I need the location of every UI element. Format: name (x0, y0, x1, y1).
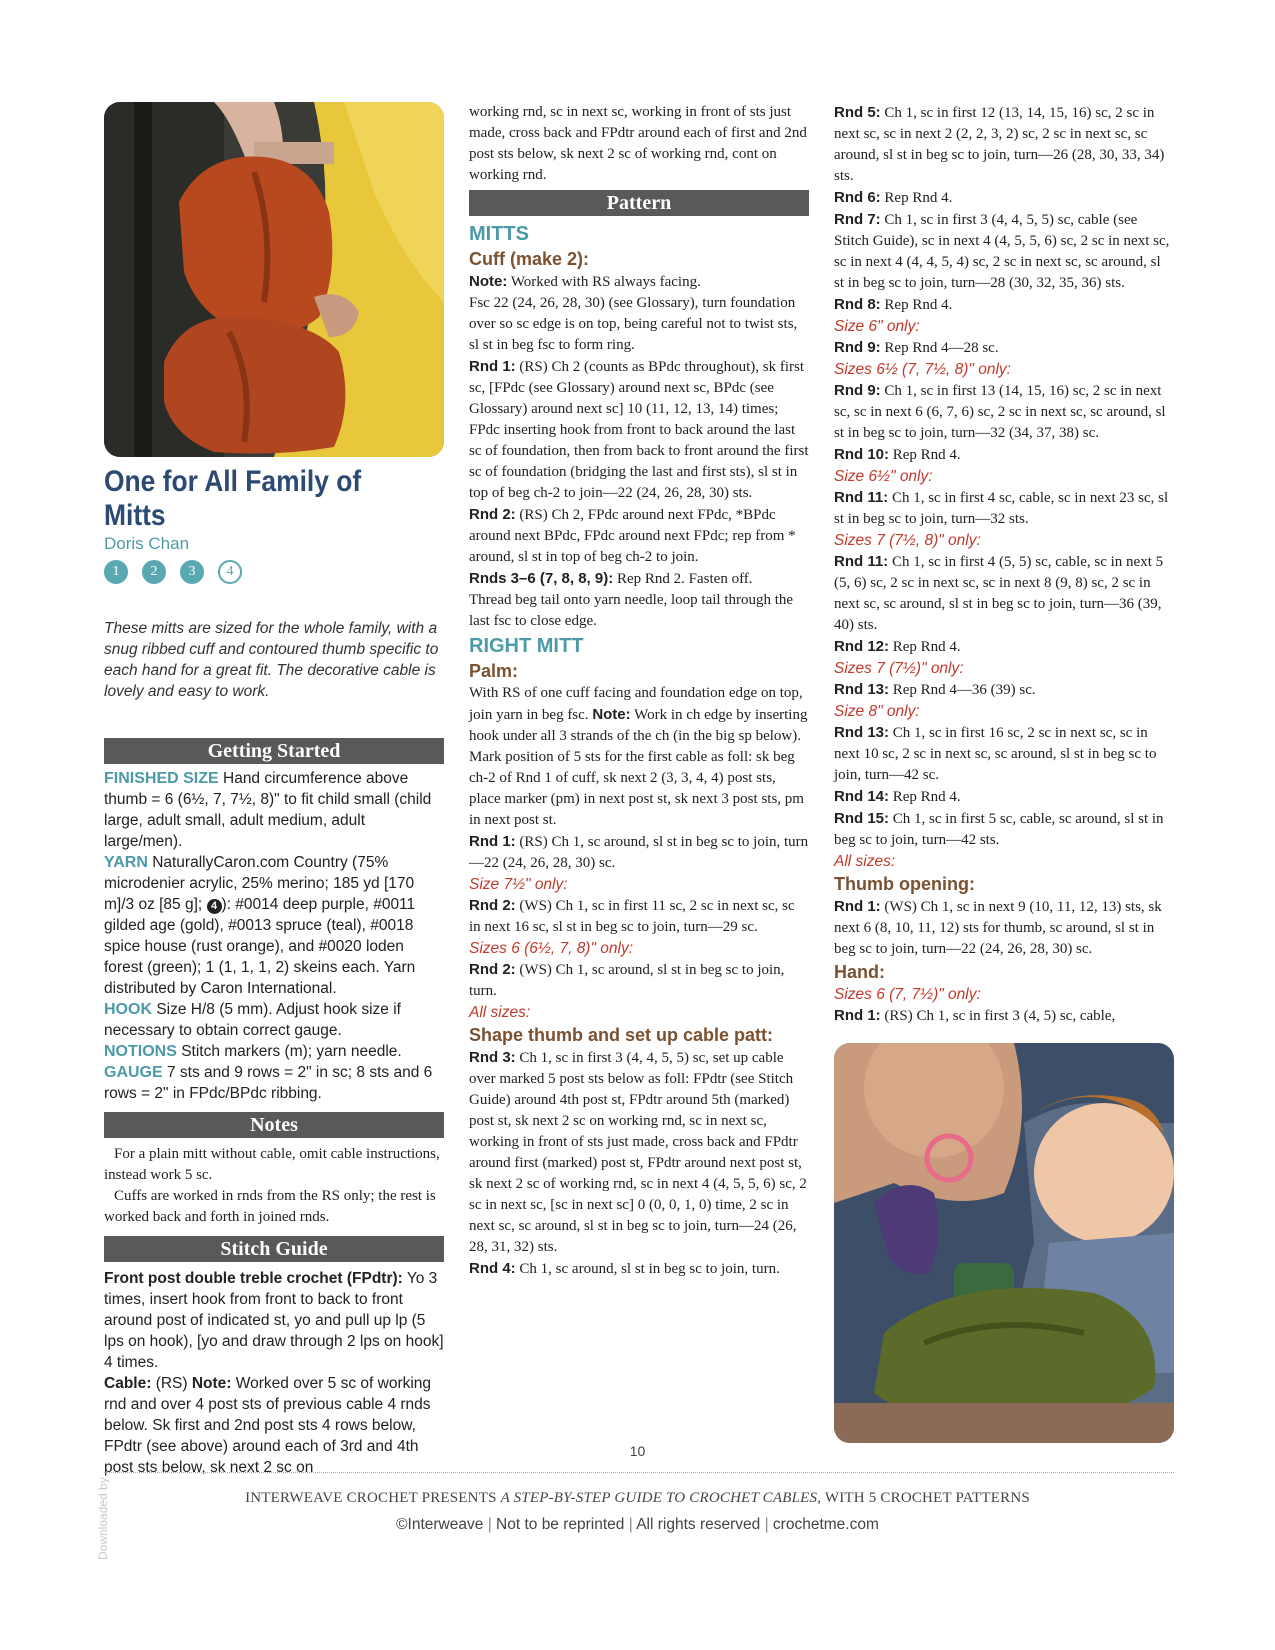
notes-heading: Notes (104, 1112, 444, 1138)
pattern-title: One for All Family of Mitts (104, 465, 362, 532)
cuff-thread: Thread beg tail onto yarn needle, loop tail through the last fsc to close edge. (469, 592, 794, 629)
palm-rnd2b: (WS) Ch 1, sc around, sl st in beg sc to join, turn. (469, 962, 785, 999)
footer-rights-line (0, 1516, 1275, 1534)
yarn-weight-icon: 4 (207, 899, 222, 914)
sizes-6-5-only-note: Sizes 6½ (7, 7½, 8)" only: (834, 361, 1011, 378)
rnd13b: Ch 1, sc in first 16 sc, 2 sc in next sc, sc in next 10 sc, 2 sc in next sc, sc around, sl st in beg sc to join, turn—42 sc. (834, 725, 1157, 783)
rnd7: Ch 1, sc in first 3 (4, 4, 5, 5) sc, cable (see Stitch Guide), sc in next 4 (4, 5, 5, 6) sc, 2 sc in next sc, sc in next 4 (4, 4, 5, 4) sc, 2 sc in next sc, sc around, sl st in beg sc to join, turn—28 (30, 32, 35, 36) sts. (834, 212, 1170, 291)
rnd4-label: Rnd 4: (469, 1260, 516, 1277)
footer-separator: | (628, 1516, 633, 1533)
palm-rnd2a-label: Rnd 2: (469, 897, 516, 914)
palm-heading: Palm: (469, 661, 519, 681)
palm-rnd1: (RS) Ch 1, sc around, sl st in beg sc to join, turn—22 (24, 26, 28, 30) sc. (469, 834, 809, 871)
rnd6-label: Rnd 6: (834, 189, 881, 206)
cuff-rnd1-label: Rnd 1: (469, 358, 516, 375)
rnd10-label: Rnd 10: (834, 446, 890, 463)
right-column (834, 102, 1174, 1443)
rnd12: Rep Rnd 4. (892, 639, 961, 655)
gauge-text: 7 sts and 9 rows = 2" in sc; 8 sts and 6 rows = 2" in FPdc/BPdc ribbing. (104, 1064, 433, 1102)
size-6-5-only-note: Size 6½" only: (834, 468, 933, 485)
rnd3: Ch 1, sc in first 3 (4, 4, 5, 5) sc, set up cable over marked 5 post sts below as foll: FPdtr (see Stitch Guide) around 4th post st, FPdtr around 5th (marked) post st, sk next 2 sc on working rnd, sc in next sc, working in front of sts just made, cross back and FPdtr around first (marked) post st, FPdtr around next post st, sk next 2 sc of working rnd, sc in next 4 (4, 5, 5, 6) sc, 2 sc in next sc, [sc in next sc] 0 (0, 0, 1, 0) time, 2 sc in next sc, sc around, sl st in beg sc to join, turn—24 (26, 28, 31, 32) sts. (469, 1050, 807, 1255)
all-sizes-note-2: All sizes: (834, 853, 896, 870)
rnd10: Rep Rnd 4. (892, 447, 961, 463)
footer-not-reprinted: Not to be reprinted (496, 1516, 625, 1533)
fpdtr-label: Front post double treble crochet (FPdtr): (104, 1270, 403, 1287)
cuff-rnds3-6-label: Rnds 3–6 (7, 8, 8, 9): (469, 570, 614, 587)
footer-book-title: A STEP-BY-STEP GUIDE TO CROCHET CABLES, (500, 1490, 822, 1506)
skill-levels (104, 560, 444, 588)
skill-level-3-badge: 3 (180, 560, 204, 584)
gauge-label: GAUGE (104, 1064, 163, 1081)
finished-size-label: FINISHED SIZE (104, 770, 219, 787)
rnd11b: Ch 1, sc in first 4 (5, 5) sc, cable, sc in next 5 (5, 6) sc, 2 sc in next sc, sc in next 8 (9, 8) sc, 2 sc in next sc, sc around, sl st in beg sc to join, turn—36 (39, 40) sts. (834, 554, 1164, 633)
rnd8-label: Rnd 8: (834, 296, 881, 313)
yarn-block (104, 852, 444, 999)
rnd12-label: Rnd 12: (834, 638, 890, 655)
footer-subtitle: WITH 5 CROCHET PATTERNS (824, 1490, 1030, 1506)
rnd4: Ch 1, sc around, sl st in beg sc to join, turn. (519, 1261, 780, 1277)
skill-level-2-badge: 2 (142, 560, 166, 584)
notions-block (104, 1041, 444, 1062)
rnd13a: Rep Rnd 4—36 (39) sc. (892, 682, 1036, 698)
yarn-text-cont: ): #0014 deep purple, #0011 gilded age (gold), #0013 spruce (teal), #0018 spice house (rust orange), and #0020 loden forest (green); 1 (1, 1, 1, 2) skeins each. Yarn distributed by Caron International. (104, 896, 416, 997)
palm-rnd2b-label: Rnd 2: (469, 961, 516, 978)
getting-started-heading: Getting Started (104, 738, 444, 764)
rnd9b: Ch 1, sc in first 13 (14, 15, 16) sc, 2 sc in next sc, sc in next 6 (6, 7, 6) sc, 2 sc in next sc, sc around, sl st in beg sc to join, turn—32 (34, 37, 38) sc. (834, 383, 1166, 441)
hook-label: HOOK (104, 1001, 152, 1018)
rnd11a-label: Rnd 11: (834, 489, 889, 506)
cable-definition (104, 1373, 444, 1478)
rnd7-label: Rnd 7: (834, 211, 881, 228)
hand-rnd1-label: Rnd 1: (834, 1007, 881, 1024)
cable-label: Cable: (104, 1375, 152, 1392)
rnd14: Rep Rnd 4. (892, 789, 961, 805)
rnd14-label: Rnd 14: (834, 788, 890, 805)
size-6-only-note: Size 6" only: (834, 318, 920, 335)
footer-separator: | (764, 1516, 769, 1533)
cuff-rnds3-6: Rep Rnd 2. Fasten off. (616, 571, 753, 587)
size-7-5-only-note: Size 7½" only: (469, 876, 568, 893)
cuff-rnd1: (RS) Ch 2 (counts as BPdc throughout), sk first sc, [FPdc (see Glossary) around next sc, BPdc (see Glossary) around next sc] 10 (11, 12, 13, 14) times; FPdc inserting hook from front to back around the last sc of foundation, then from back to front around the first sc of foundation (bridging the last and first sts), sl st in top of beg ch-2 to join—22 (24, 26, 28, 30) sts. (469, 359, 809, 501)
skill-level-4-badge: 4 (218, 560, 242, 584)
footer-publisher: INTERWEAVE CROCHET PRESENTS (245, 1490, 497, 1506)
rnd11a: Ch 1, sc in first 4 sc, cable, sc in next 23 sc, sl st in beg sc to join, turn—32 sts. (834, 490, 1169, 527)
yarn-text: NaturallyCaron.com Country (75% microdenier acrylic, 25% merino; 185 yd [170 m]/3 oz [85 g]; (104, 854, 415, 913)
rnd9b-label: Rnd 9: (834, 382, 881, 399)
palm-note-label: Note: (592, 706, 631, 723)
rnd13a-label: Rnd 13: (834, 681, 890, 698)
thumb-rnd1: (WS) Ch 1, sc in next 9 (10, 11, 12, 13) sts, sk next 6 (8, 10, 11, 12) sts for thumb, sc around, sl st in beg sc to join, turn—22 (24, 26, 28, 30) sc. (834, 899, 1162, 957)
hook-block (104, 999, 444, 1041)
rnd15: Ch 1, sc in first 5 sc, cable, sc around, sl st in beg sc to join, turn—42 sts. (834, 811, 1164, 848)
rnd13b-label: Rnd 13: (834, 724, 890, 741)
footer-site-link[interactable]: crochetme.com (772, 1516, 879, 1533)
footer-rights: All rights reserved (636, 1516, 761, 1533)
page-number: 10 (629, 1443, 646, 1459)
rnd11b-label: Rnd 11: (834, 553, 889, 570)
thumb-opening-heading: Thumb opening: (834, 874, 975, 894)
size-8-only-note: Size 8" only: (834, 703, 920, 720)
palm-rnd1-label: Rnd 1: (469, 833, 516, 850)
pattern-intro: These mitts are sized for the whole family, with a snug ribbed cuff and contoured thumb specific to each hand for a great fit. The decorative cable is lovely and easy to work. (104, 620, 439, 700)
rnd15-label: Rnd 15: (834, 810, 890, 827)
sizes-6-b-only-note: Sizes 6 (7, 7½)" only: (834, 986, 981, 1003)
left-column (104, 102, 444, 1478)
pattern-heading: Pattern (469, 190, 809, 216)
fpdtr-text: Yo 3 times, insert hook from front to back to front around post of indicated st, yo and pull up lp (5 lps on hook), [yo and draw through 2 lps on hook] 4 times. (104, 1270, 444, 1371)
gauge-block (104, 1062, 444, 1104)
pattern-author: Doris Chan (104, 534, 190, 553)
hand-heading: Hand: (834, 962, 885, 982)
palm-intro-cont: Work in ch edge by inserting hook under all 3 strands of the ch (in the big sp below). Mark position of 5 sts for the first cable as foll: sk beg ch-2 of Rnd 1 of cuff, sk next 2 (3, 3, 4, 4) post sts, place marker (pm) in next post st, sk next 3 post sts, pm in next post st. (469, 707, 808, 828)
palm-rnd2a: (WS) Ch 1, sc in first 11 sc, 2 sc in next sc, sc in next 16 sc, sl st in beg sc to join, turn—29 sc. (469, 898, 795, 935)
rnd9a-label: Rnd 9: (834, 339, 881, 356)
footer-divider (104, 1472, 1174, 1473)
sizes-7-b-only-note: Sizes 7 (7½)" only: (834, 660, 964, 677)
rnd6: Rep Rnd 4. (884, 190, 953, 206)
middle-column (469, 102, 809, 1280)
footer-publication-line (0, 1490, 1275, 1507)
cuff-rnd2: (RS) Ch 2, FPdc around next FPdc, *BPdc around next BPdc, FPdc around next FPdc; rep from * around, sl st in top of beg ch-2 to join. (469, 507, 796, 565)
cuff-note: Worked with RS always facing. (510, 274, 701, 290)
sizes-7-only-note: Sizes 7 (7½, 8)" only: (834, 532, 981, 549)
thumb-rnd1-label: Rnd 1: (834, 898, 881, 915)
cuff-foundation: Fsc 22 (24, 26, 28, 30) (see Glossary), turn foundation over so sc edge is on top, being careful not to twist sts, sl st in beg fsc to form ring. (469, 295, 798, 353)
cable-note-label: Note: (191, 1375, 232, 1392)
notions-text: Stitch markers (m); yarn needle. (181, 1043, 402, 1060)
right-mitt-heading: RIGHT MITT (469, 635, 584, 657)
stitch-guide-continued: working rnd, sc in next sc, working in front of sts just made, cross back and FPdtr around each of first and 2nd post sts below, sk next 2 sc of working rnd, cont on working rnd. (469, 104, 807, 183)
download-watermark: Downloaded by (96, 1477, 110, 1560)
rnd5-label: Rnd 5: (834, 104, 881, 121)
yarn-label: YARN (104, 854, 148, 871)
cable-rs: (RS) (155, 1375, 188, 1392)
cuff-note-label: Note: (469, 273, 508, 290)
cable-text: Worked over 5 sc of working rnd and over 4 post sts of previous cable 4 rnds below. Sk first and 2nd post sts 4 rows below, FPdtr (see above) around each of 3rd and 4th post sts below, sk next 2 sc on (104, 1375, 432, 1476)
footer-separator: | (487, 1516, 492, 1533)
notions-label: NOTIONS (104, 1043, 177, 1060)
mitts-heading: MITTS (469, 223, 529, 245)
all-sizes-note: All sizes: (469, 1004, 531, 1021)
stitch-guide-heading: Stitch Guide (104, 1236, 444, 1262)
footer-copyright: ©Interweave (396, 1516, 484, 1533)
mitts-photo-family (834, 1043, 1174, 1443)
note-2: Cuffs are worked in rnds from the RS only; the rest is worked back and forth in joined rnds. (104, 1188, 436, 1225)
fpdtr-definition (104, 1268, 444, 1373)
palm-intro: With RS of one cuff facing and foundation edge on top, join yarn in beg fsc. (469, 685, 803, 723)
finished-size-text: Hand circumference above thumb = 6 (6½, 7, 7½, 8)" to fit child small (child large, adult small, adult medium, adult large/men). (104, 770, 432, 850)
skill-level-1-badge: 1 (104, 560, 128, 584)
sizes-6-only-note: Sizes 6 (6½, 7, 8)" only: (469, 940, 634, 957)
cuff-heading: Cuff (make 2): (469, 249, 590, 269)
rnd3-label: Rnd 3: (469, 1049, 516, 1066)
cuff-rnd2-label: Rnd 2: (469, 506, 516, 523)
note-1: For a plain mitt without cable, omit cable instructions, instead work 5 sc. (104, 1146, 440, 1183)
hook-text: Size H/8 (5 mm). Adjust hook size if necessary to obtain correct gauge. (104, 1001, 401, 1039)
rnd8: Rep Rnd 4. (884, 297, 953, 313)
hand-rnd1: (RS) Ch 1, sc in first 3 (4, 5) sc, cable, (884, 1008, 1116, 1024)
rnd5: Ch 1, sc in first 12 (13, 14, 15, 16) sc, 2 sc in next sc, sc in next 2 (2, 2, 3, 2) sc, 2 sc in next sc, sc around, sl st in beg sc to join, turn—26 (28, 30, 33, 34) sts. (834, 105, 1165, 184)
mitts-photo-child (104, 102, 444, 457)
finished-size-block (104, 768, 444, 852)
shape-thumb-heading: Shape thumb and set up cable patt: (469, 1025, 774, 1045)
rnd9a: Rep Rnd 4—28 sc. (884, 340, 999, 356)
